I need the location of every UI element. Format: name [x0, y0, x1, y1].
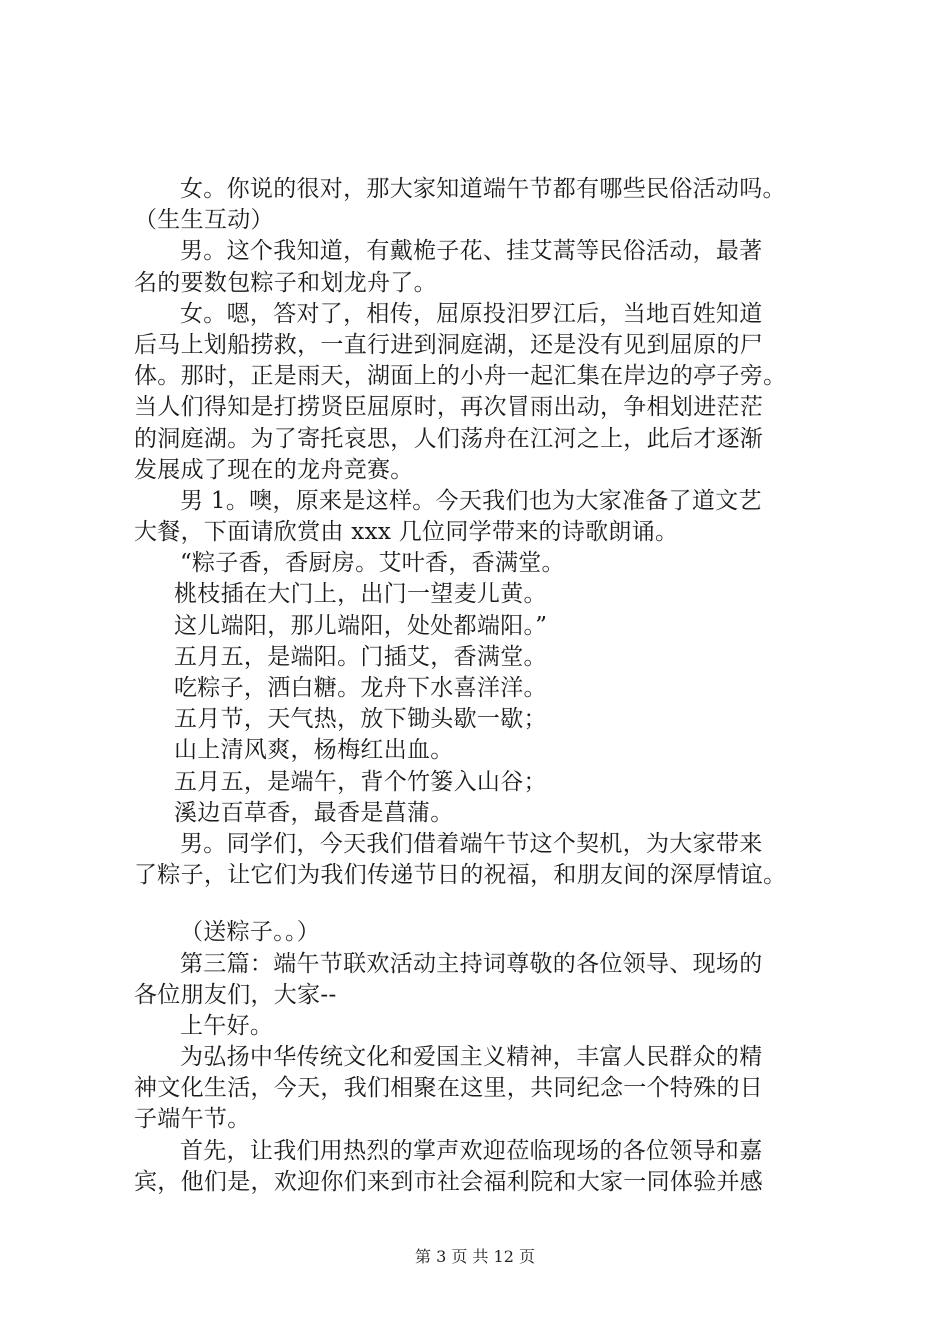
- paragraph-spacer: [134, 891, 834, 917]
- paragraph-line: 宾，他们是，欢迎你们来到市社会福利院和大家一同体验并感: [134, 1168, 764, 1195]
- paragraph-line: 当人们得知是打捞贤臣屈原时，再次冒雨出动，争相划进茫茫: [134, 394, 764, 421]
- paragraph-line: 男 1。噢，原来是这样。今天我们也为大家准备了道文艺: [180, 487, 762, 514]
- paragraph-line: 首先，让我们用热烈的掌声欢迎莅临现场的各位领导和嘉: [180, 1137, 763, 1164]
- paragraph-line: 上午好。: [180, 1012, 274, 1039]
- poem-line: 五月五，是端阳。门插艾，香满堂。: [174, 643, 547, 670]
- paragraph-line: 体。那时，正是雨天，湖面上的小舟一起汇集在岸边的亭子旁。: [134, 363, 787, 390]
- paragraph-line: 了粽子，让它们为我们传递节日的祝福，和朋友间的深厚情谊。: [134, 862, 787, 889]
- poem-line: 吃粽子，洒白糖。龙舟下水喜洋洋。: [174, 675, 547, 701]
- poem-line: “粽子香，香厨房。艾叶香，香满堂。: [180, 550, 565, 577]
- poem-line: 山上清风爽，杨梅红出血。: [174, 737, 454, 764]
- document-body: [134, 174, 834, 1198]
- page-number-footer: 第 3 页 共 12 页: [415, 1247, 535, 1266]
- paragraph-line: 后马上划船捞救，一直行进到洞庭湖，还是没有见到屈原的尸: [134, 331, 764, 358]
- paragraph-line: 的洞庭湖。为了寄托哀思，人们荡舟在江河之上，此后才逐渐: [134, 425, 764, 452]
- poem-line: 五月五，是端午，背个竹篓入山谷；: [174, 768, 547, 795]
- paragraph-line: 女。嗯，答对了，相传，屈原投汨罗江后，当地百姓知道: [180, 300, 763, 327]
- paragraph-line: 男。同学们，今天我们借着端午节这个契机，为大家带来: [180, 830, 763, 857]
- paragraph-line: 大餐，下面请欣赏由 xxx 几位同学带来的诗歌朗诵。: [134, 519, 679, 546]
- paragraph-line: 子端午节。: [134, 1106, 251, 1133]
- paragraph-line: 为弘扬中华传统文化和爱国主义精神，丰富人民群众的精: [180, 1044, 763, 1071]
- paragraph-line: 神文化生活，今天，我们相聚在这里，共同纪念一个特殊的日: [134, 1075, 764, 1102]
- paragraph-line: 各位朋友们，大家--: [134, 981, 337, 1008]
- poem-line: 桃枝插在大门上，出门一望麦儿黄。: [174, 581, 547, 608]
- paragraph-line: 男。这个我知道，有戴桅子花、挂艾蒿等民俗活动，最著: [180, 238, 763, 265]
- paragraph-line: 第三篇：端午节联欢活动主持词尊敬的各位领导、现场的: [180, 950, 763, 977]
- poem-line: 这儿端阳，那儿端阳，处处都端阳。”: [174, 612, 548, 639]
- paragraph-line: （送粽子。。）: [180, 919, 321, 946]
- paragraph-line: 发展成了现在的龙舟竞赛。: [134, 456, 414, 483]
- poem-line: 五月节，天气热，放下锄头歇一歇；: [174, 706, 547, 733]
- paragraph-line: （生生互动）: [134, 207, 274, 234]
- paragraph-line: 名的要数包粽子和划龙舟了。: [134, 269, 437, 296]
- paragraph-line: 女。你说的很对，那大家知道端午节都有哪些民俗活动吗。: [180, 176, 786, 202]
- poem-line: 溪边百草香，最香是菖蒲。: [174, 799, 454, 826]
